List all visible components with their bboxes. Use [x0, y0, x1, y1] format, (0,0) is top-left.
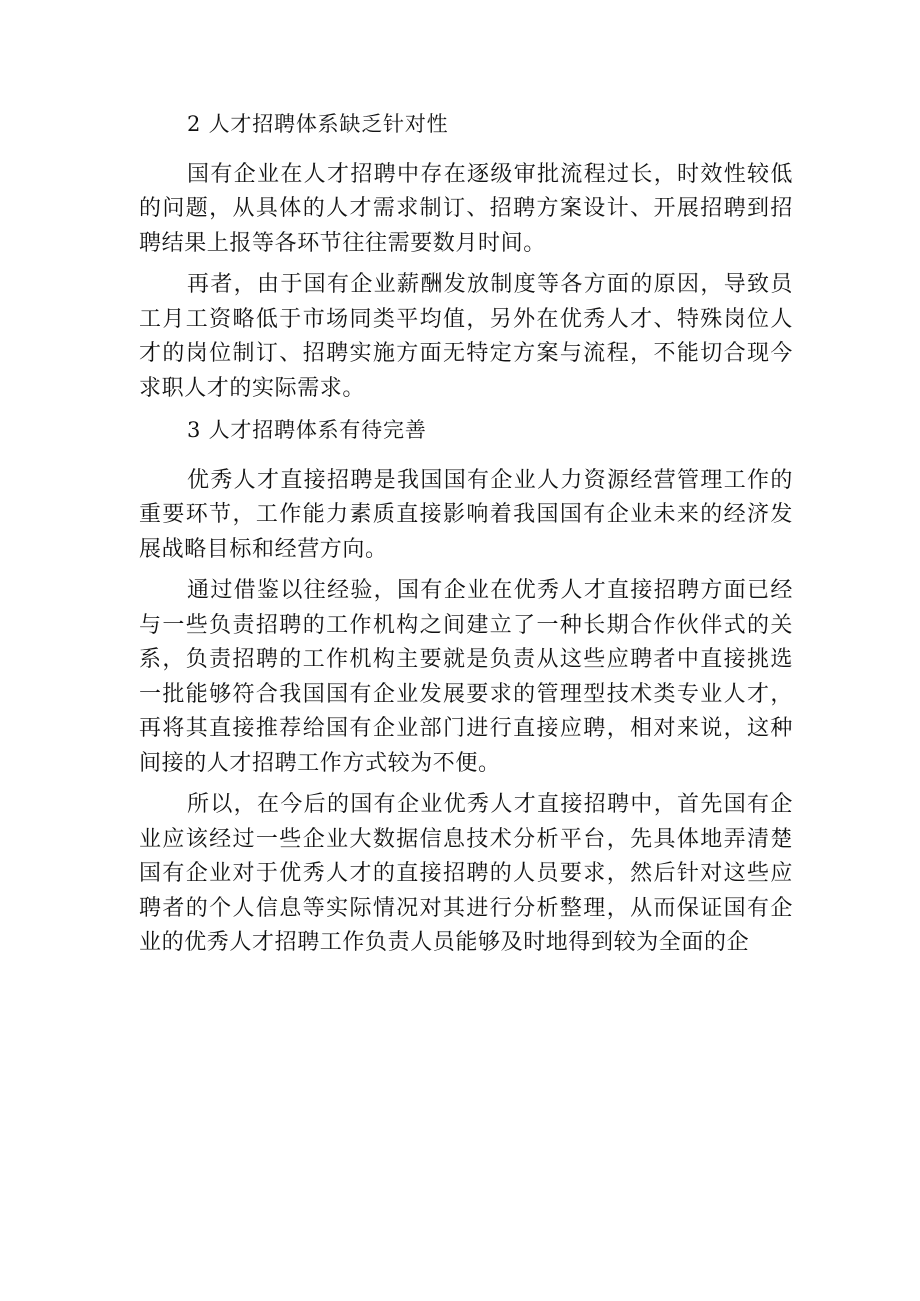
paragraph: 国有企业在人才招聘中存在逐级审批流程过长，时效性较低的问题，从具体的人才需求制订、招聘方案设计、开展招聘到招聘结果上报等各环节往往需要数月时间。 [139, 161, 793, 256]
paragraph: 通过借鉴以往经验，国有企业在优秀人才直接招聘方面已经与一些负责招聘的工作机构之间建立了一种长期合作伙伴式的关系，负责招聘的工作机构主要就是负责从这些应聘者中直接挑选一批能够符合我国国有企业发展要求的管理型技术类专业人才，再将其直接推荐给国有企业部门进行直接应聘，相对来说，这种间接的人才招聘工作方式较为不便。 [139, 578, 793, 776]
paragraph: 所以，在今后的国有企业优秀人才直接招聘中，首先国有企业应该经过一些企业大数据信息技术分析平台，先具体地弄清楚国有企业对于优秀人才的直接招聘的人员要求，然后针对这些应聘者的个人信息等实际情况对其进行分析整理，从而保证国有企业的优秀人才招聘工作负责人员能够及时地得到较为全面的企 [139, 792, 793, 956]
section-heading-2: 2 人才招聘体系缺乏针对性 [187, 112, 449, 136]
paragraph: 优秀人才直接招聘是我国国有企业人力资源经营管理工作的重要环节，工作能力素质直接影响着我国国有企业未来的经济发展战略目标和经营方向。 [139, 467, 793, 562]
section-heading-3: 3 人才招聘体系有待完善 [187, 418, 427, 443]
document-body [139, 107, 793, 968]
paragraph: 再者，由于国有企业薪酬发放制度等各方面的原因，导致员工月工资略低于市场同类平均值，另外在优秀人才、特殊岗位人才的岗位制订、招聘实施方面无特定方案与流程，不能切合现今求职人才的实际需求。 [139, 272, 793, 401]
